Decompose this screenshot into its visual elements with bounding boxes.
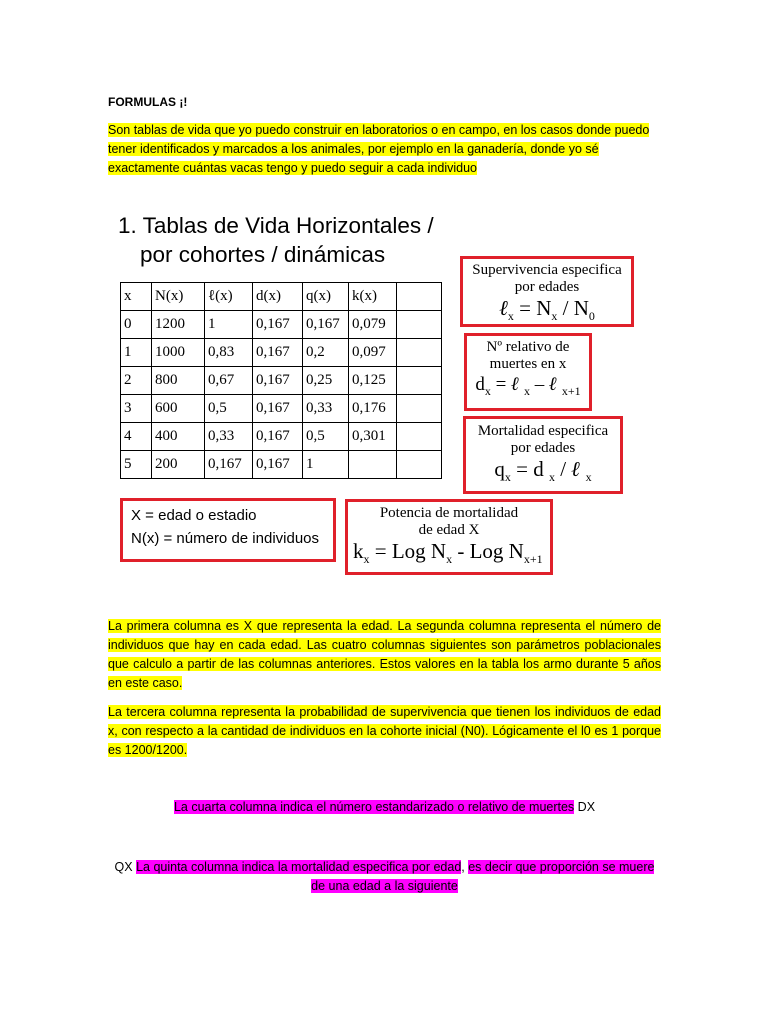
table-header-row [121, 283, 442, 311]
table-row [121, 311, 442, 339]
table-row [121, 395, 442, 423]
table-cell: 200 [152, 451, 205, 479]
paragraph-mortality-prefix: QX [114, 860, 137, 874]
table-cell [397, 451, 442, 479]
table-cell: 1000 [152, 339, 205, 367]
formula-kx: $k_x$ = Log $N_x$ - Log $N_{x+1}$ [353, 539, 543, 567]
paragraph-mortality-text2: es decir que proporción se muere de una edad a la siguiente [311, 860, 655, 893]
table-cell: 0,25 [303, 367, 349, 395]
table-cell: 0,167 [253, 395, 303, 423]
table-cell: 4 [121, 423, 152, 451]
paragraph-survival [108, 703, 661, 760]
table-cell: 0,33 [303, 395, 349, 423]
table-cell: 1200 [152, 311, 205, 339]
table-header-cell: N(x) [152, 283, 205, 311]
table-cell: 0,167 [253, 311, 303, 339]
table-cell [397, 311, 442, 339]
box-survival-label1: Supervivencia especifica [472, 262, 622, 278]
table-header-cell: d(x) [253, 283, 303, 311]
box-mortality-label1: Mortalidad especifica [477, 423, 609, 439]
table-cell [397, 423, 442, 451]
paragraph-deaths [108, 798, 661, 817]
table-cell: 3 [121, 395, 152, 423]
table-row [121, 451, 442, 479]
box-kx-label1: Potencia de mortalidad [379, 505, 519, 521]
table-cell: 0,33 [205, 423, 253, 451]
table-cell: 0,176 [349, 395, 397, 423]
table-cell: 0,2 [303, 339, 349, 367]
table-cell: 400 [152, 423, 205, 451]
paragraph-columns-text: La primera columna es X que representa la edad. La segunda columna representa el número de individuos que hay en cada edad. Las cuatro columnas siguientes son parámetros poblacionales que calculo a partir de las columnas anteriores. Estos valores en la tabla los armo durante 5 años en este caso. [108, 619, 661, 690]
legend-box [120, 498, 336, 562]
formula-qx: $q_x = d$ $_x$ / ℓ $_x$ [494, 457, 592, 485]
table-cell: 0,167 [253, 423, 303, 451]
table-cell [397, 339, 442, 367]
table-cell: 1 [205, 311, 253, 339]
table-row [121, 339, 442, 367]
table-cell: 0,167 [303, 311, 349, 339]
table-cell: 0,67 [205, 367, 253, 395]
table-cell: 0,079 [349, 311, 397, 339]
table-row [121, 367, 442, 395]
paragraph-deaths-text: La cuarta columna indica el número estandarizado o relativo de muertes [173, 800, 575, 814]
box-deaths-label1: Nº relativo de [486, 339, 570, 355]
box-mortality-label2: por edades [510, 440, 576, 456]
paragraph-mortality-sep: , [461, 860, 469, 874]
table-header-cell [397, 283, 442, 311]
table-header-cell: ℓ(x) [205, 283, 253, 311]
paragraph-mortality-text1: La quinta columna indica la mortalidad especifica por edad [136, 860, 462, 874]
table-cell: 0,167 [253, 339, 303, 367]
table-cell: 5 [121, 451, 152, 479]
box-survival-label2: por edades [514, 279, 580, 295]
table-header-cell: x [121, 283, 152, 311]
intro-paragraph [108, 121, 656, 178]
legend-line2: N(x) = número de individuos [131, 530, 320, 547]
paragraph-deaths-suffix: DX [574, 800, 596, 814]
slide-title-line1: 1. Tablas de Vida Horizontales / [118, 213, 434, 238]
table-cell: 0 [121, 311, 152, 339]
life-table-slide [108, 205, 648, 580]
table-header-cell: k(x) [349, 283, 397, 311]
table-cell: 0,167 [205, 451, 253, 479]
table-cell [349, 451, 397, 479]
box-kx-label2: de edad X [418, 522, 480, 538]
table-header-cell: q(x) [303, 283, 349, 311]
life-table [120, 282, 442, 479]
box-survival-formula [460, 256, 634, 327]
box-deaths-label2: muertes en x [489, 356, 567, 372]
table-cell: 0,097 [349, 339, 397, 367]
intro-text: Son tablas de vida que yo puedo construir en laboratorios o en campo, en los casos donde puedo tener identificados y marcados a los animales, por ejemplo en la ganadería, donde yo sé exactamente cuántas vacas tengo y puedo seguir a cada individuo [108, 123, 650, 175]
paragraph-mortality [108, 858, 661, 896]
table-cell: 0,125 [349, 367, 397, 395]
table-cell: 0,167 [253, 451, 303, 479]
table-cell [397, 367, 442, 395]
formula-lx: ℓ$_x$ = $N_x / N_0$ [499, 296, 595, 324]
table-cell: 0,167 [253, 367, 303, 395]
table-cell: 0,83 [205, 339, 253, 367]
table-cell: 1 [121, 339, 152, 367]
table-cell [397, 395, 442, 423]
table-cell: 1 [303, 451, 349, 479]
table-cell: 0,5 [303, 423, 349, 451]
table-cell: 0,5 [205, 395, 253, 423]
box-deaths-formula [464, 333, 592, 411]
table-cell: 600 [152, 395, 205, 423]
formula-dx: $d_x$ = ℓ $_x$ – ℓ $_{x+1}$ [475, 374, 581, 398]
table-row [121, 423, 442, 451]
table-cell: 0,301 [349, 423, 397, 451]
table-cell: 2 [121, 367, 152, 395]
paragraph-columns [108, 617, 661, 693]
box-kx-formula [345, 499, 553, 575]
box-mortality-formula [463, 416, 623, 494]
page-heading: FORMULAS ¡! [108, 95, 188, 109]
table-cell: 800 [152, 367, 205, 395]
paragraph-survival-text: La tercera columna representa la probabilidad de supervivencia que tienen los individuos de edad x, con respecto a la cantidad de individuos en la cohorte inicial (N0). Lógicamente el l0 es 1 porque es 1200/1200. [108, 705, 661, 757]
slide-title-line2: por cohortes / dinámicas [140, 242, 386, 267]
legend-line1: X = edad o estadio [131, 507, 257, 524]
